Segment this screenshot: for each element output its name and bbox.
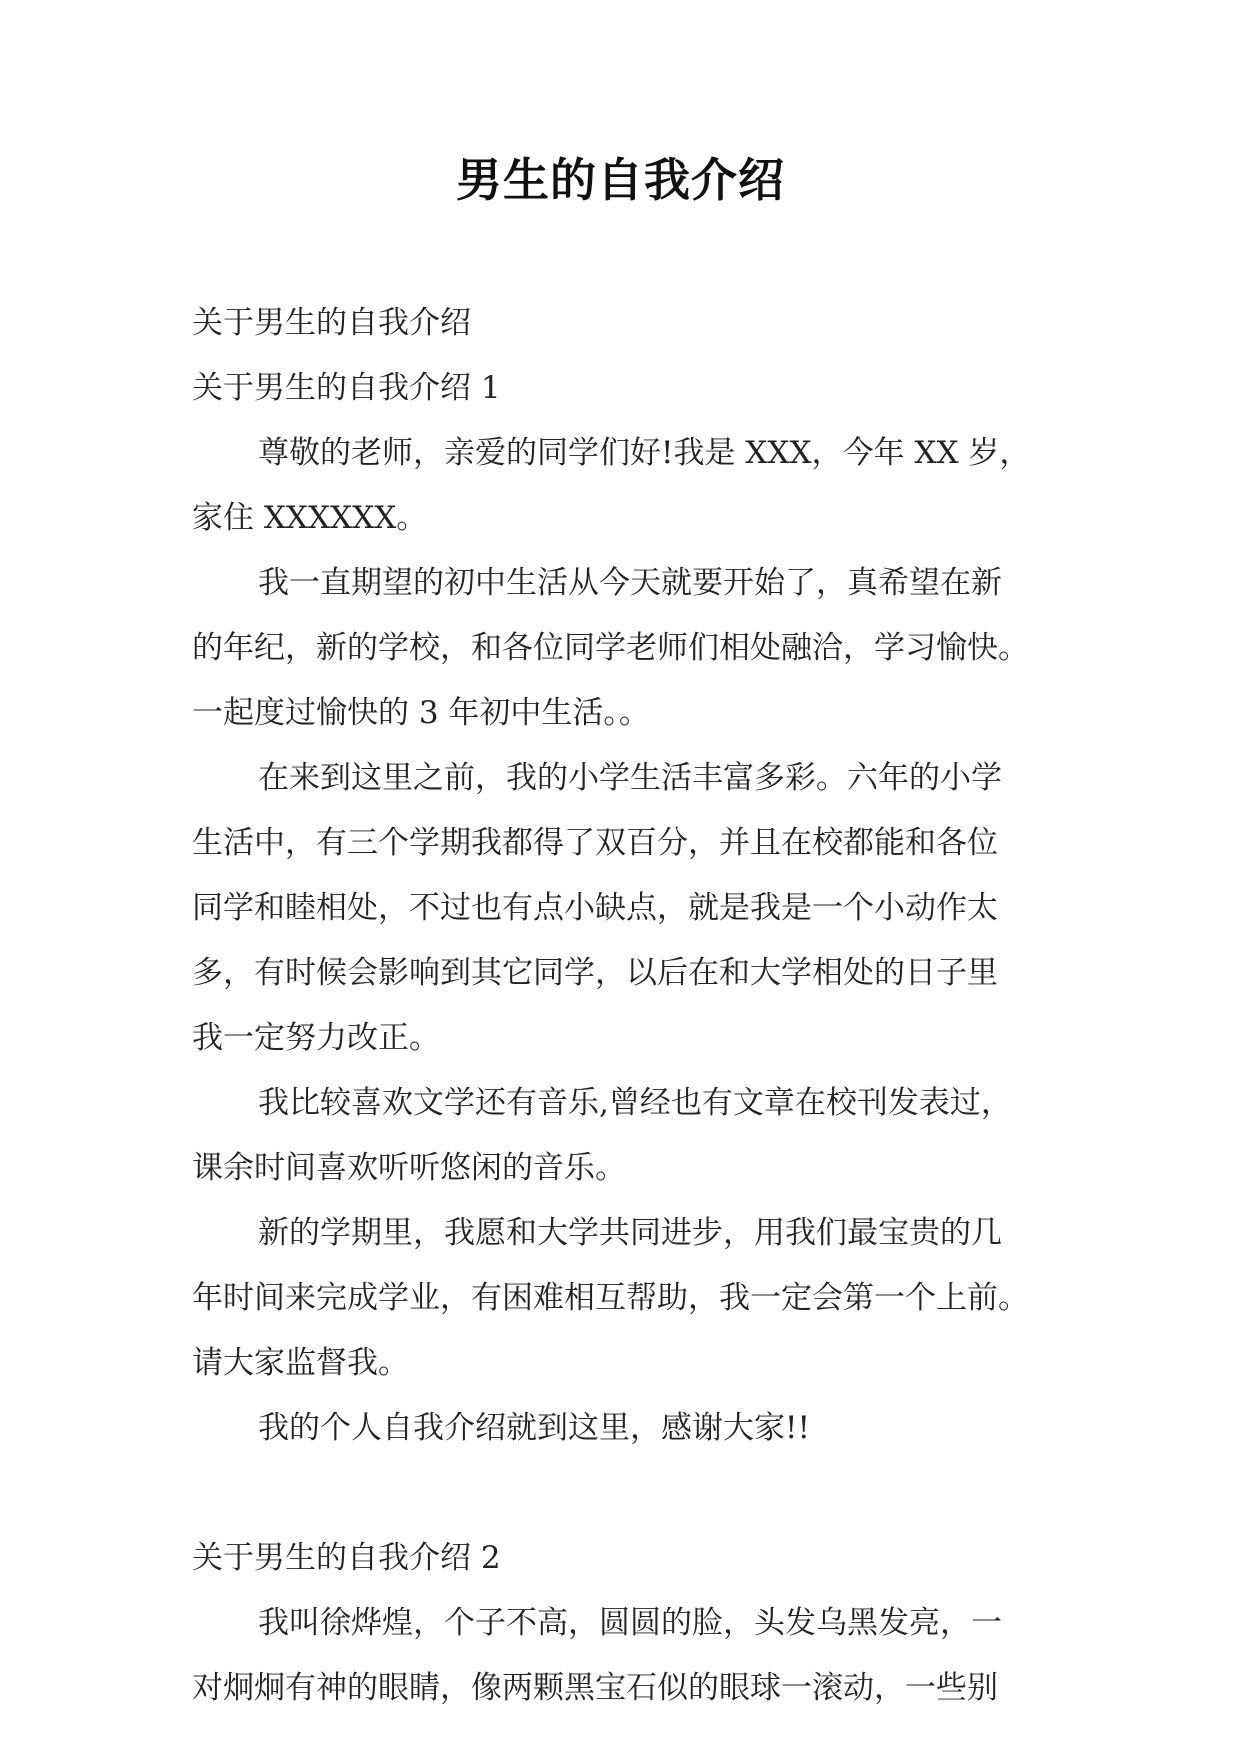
- paragraph-2: [192, 551, 1058, 746]
- paragraph-line: 同学和睦相处，不过也有点小缺点，就是我是一个小动作太: [192, 890, 998, 926]
- paragraph-6: [192, 1396, 1058, 1461]
- paragraph-line: 多，有时候会影响到其它同学，以后在和大学相处的日子里: [192, 955, 998, 991]
- paragraph-1: [192, 421, 1058, 551]
- paragraph-line: 我叫徐烨煌，个子不高，圆圆的脸，头发乌黑发亮，一: [258, 1605, 1002, 1641]
- document-body: [192, 291, 1058, 1721]
- blank-line: [192, 1461, 1058, 1526]
- paragraph-line: 尊敬的老师，亲爱的同学们好!我是 XXX，今年 XX 岁，: [258, 435, 1031, 471]
- paragraph-line: 我比较喜欢文学还有音乐,曾经也有文章在校刊发表过，: [258, 1085, 1012, 1121]
- paragraph-7: [192, 1591, 1058, 1721]
- document-title: 男生的自我介绍: [456, 153, 785, 207]
- paragraph-line: 请大家监督我。: [192, 1345, 409, 1381]
- paragraph-line: 我一直期望的初中生活从今天就要开始了，真希望在新: [258, 565, 1002, 601]
- section-heading-1: 关于男生的自我介绍 1: [192, 370, 501, 406]
- paragraph-line: 我的个人自我介绍就到这里，感谢大家!!: [258, 1410, 810, 1446]
- paragraph-line: 一起度过愉快的 3 年初中生活。。: [192, 695, 650, 731]
- paragraph-line: 新的学期里，我愿和大学共同进步，用我们最宝贵的几: [258, 1215, 1002, 1251]
- paragraph-line: 我一定努力改正。: [192, 1020, 440, 1056]
- section-heading-2: 关于男生的自我介绍 2: [192, 1540, 501, 1576]
- paragraph-4: [192, 1071, 1058, 1201]
- paragraph-5: [192, 1201, 1058, 1396]
- paragraph-line: 对炯炯有神的眼睛，像两颗黑宝石似的眼球一滚动，一些别: [192, 1670, 998, 1706]
- paragraph-line: 的年纪，新的学校，和各位同学老师们相处融洽，学习愉快。: [192, 630, 1029, 666]
- paragraph-3: [192, 746, 1058, 1071]
- paragraph-line: 家住 XXXXXX。: [192, 500, 428, 536]
- paragraph-line: 在来到这里之前，我的小学生活丰富多彩。六年的小学: [258, 760, 1002, 796]
- paragraph-line: 生活中，有三个学期我都得了双百分，并且在校都能和各位: [192, 825, 998, 861]
- paragraph-line: 课余时间喜欢听听悠闲的音乐。: [192, 1150, 626, 1186]
- main-heading: 关于男生的自我介绍: [192, 305, 471, 341]
- paragraph-line: 年时间来完成学业，有困难相互帮助，我一定会第一个上前。: [192, 1280, 1029, 1316]
